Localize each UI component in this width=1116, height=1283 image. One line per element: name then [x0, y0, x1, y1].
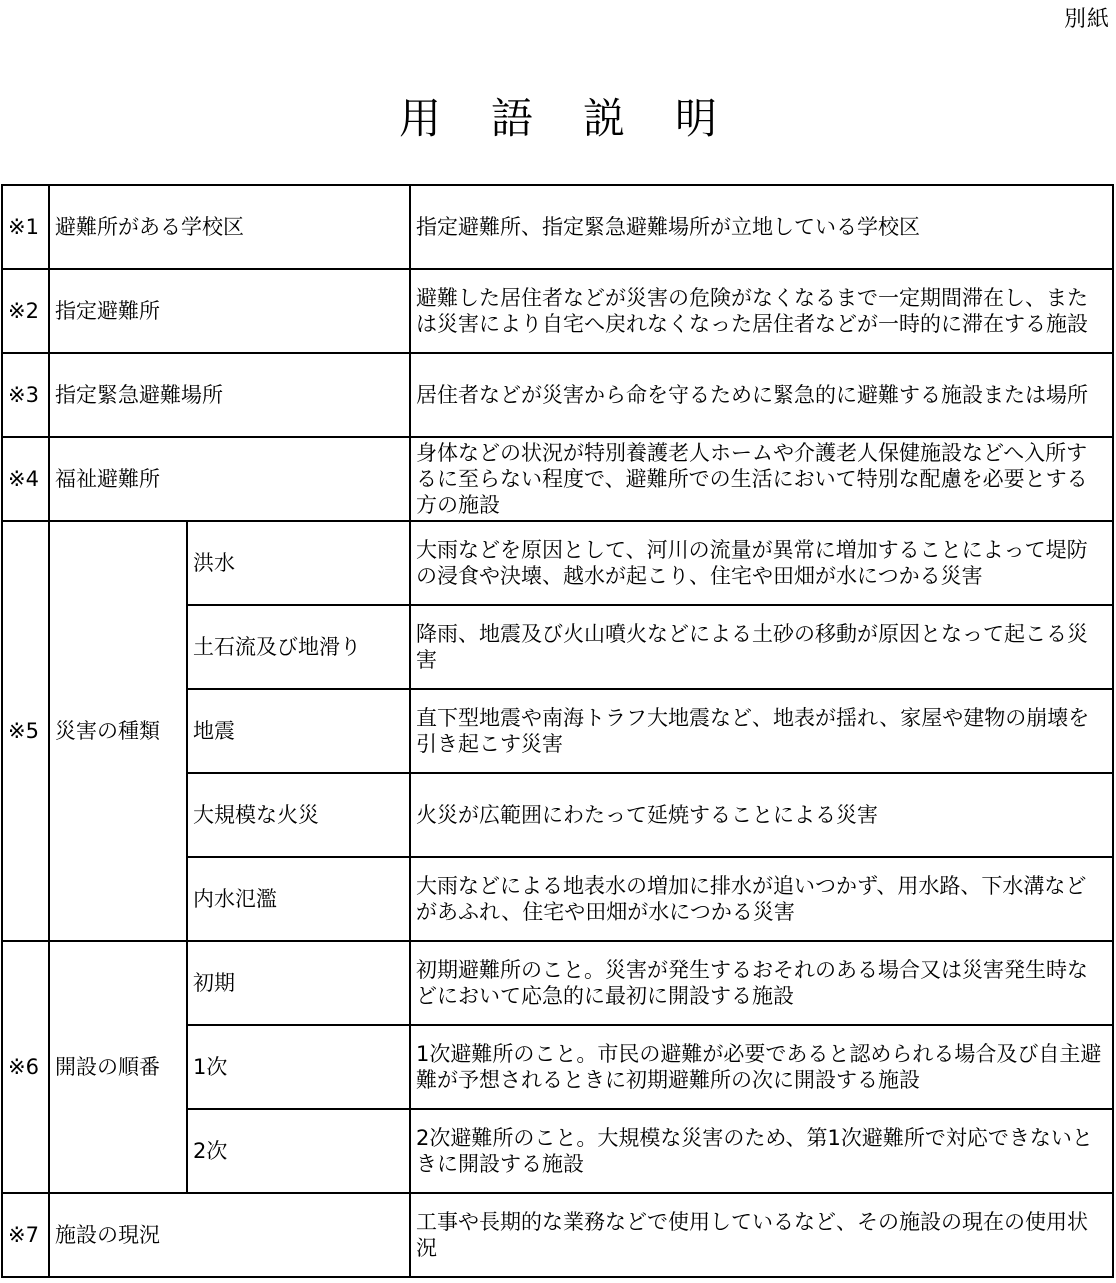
description-cell: 大雨などによる地表水の増加に排水が追いつかず、用水路、下水溝などがあふれ、住宅や田畑が水につかる災害 — [410, 857, 1113, 941]
description-cell: 大雨などを原因として、河川の流量が異常に増加することによって堤防の浸食や決壊、越水が起こり、住宅や田畑が水につかる災害 — [410, 521, 1113, 605]
note-number: ※1 — [2, 185, 49, 269]
description-cell: 工事や長期的な業務などで使用しているなど、その施設の現在の使用状況 — [410, 1193, 1113, 1277]
subterm-cell: 土石流及び地滑り — [187, 605, 410, 689]
description-cell: 初期避難所のこと。災害が発生するおそれのある場合又は災害発生時などにおいて応急的に最初に開設する施設 — [410, 941, 1113, 1025]
note-number: ※5 — [2, 521, 49, 941]
subterm-cell: 初期 — [187, 941, 410, 1025]
description-cell: 火災が広範囲にわたって延焼することによる災害 — [410, 773, 1113, 857]
subterm-cell: 1次 — [187, 1025, 410, 1109]
description-cell: 直下型地震や南海トラフ大地震など、地表が揺れ、家屋や建物の崩壊を引き起こす災害 — [410, 689, 1113, 773]
page-title: 用語説明 — [398, 94, 767, 144]
table-row — [2, 941, 1113, 1025]
glossary-table — [1, 184, 1114, 1278]
subterm-cell: 内水氾濫 — [187, 857, 410, 941]
table-row — [2, 521, 1113, 605]
term-cell: 避難所がある学校区 — [49, 185, 410, 269]
term-cell: 災害の種類 — [49, 521, 187, 941]
table-row — [2, 353, 1113, 437]
note-number: ※6 — [2, 941, 49, 1193]
description-cell: 避難した居住者などが災害の危険がなくなるまで一定期間滞在し、または災害により自宅へ戻れなくなった居住者などが一時的に滞在する施設 — [410, 269, 1113, 353]
table-row — [2, 269, 1113, 353]
description-cell: 2次避難所のこと。大規模な災害のため、第1次避難所で対応できないときに開設する施設 — [410, 1109, 1113, 1193]
subterm-cell: 地震 — [187, 689, 410, 773]
table-row — [2, 1193, 1113, 1277]
table-row — [2, 437, 1113, 521]
description-cell: 居住者などが災害から命を守るために緊急的に避難する施設または場所 — [410, 353, 1113, 437]
subterm-cell: 2次 — [187, 1109, 410, 1193]
subterm-cell: 大規模な火災 — [187, 773, 410, 857]
term-cell: 指定避難所 — [49, 269, 410, 353]
description-cell: 降雨、地震及び火山噴火などによる土砂の移動が原因となって起こる災害 — [410, 605, 1113, 689]
description-cell: 1次避難所のこと。市民の避難が必要であると認められる場合及び自主避難が予想されるときに初期避難所の次に開設する施設 — [410, 1025, 1113, 1109]
note-number: ※3 — [2, 353, 49, 437]
annex-label: 別紙 — [1063, 7, 1110, 32]
term-cell: 施設の現況 — [49, 1193, 410, 1277]
description-cell: 身体などの状況が特別養護老人ホームや介護老人保健施設などへ入所するに至らない程度で、避難所での生活において特別な配慮を必要とする方の施設 — [410, 437, 1113, 521]
term-cell: 指定緊急避難場所 — [49, 353, 410, 437]
term-cell: 開設の順番 — [49, 941, 187, 1193]
note-number: ※2 — [2, 269, 49, 353]
table-row — [2, 185, 1113, 269]
subterm-cell: 洪水 — [187, 521, 410, 605]
description-cell: 指定避難所、指定緊急避難場所が立地している学校区 — [410, 185, 1113, 269]
note-number: ※7 — [2, 1193, 49, 1277]
note-number: ※4 — [2, 437, 49, 521]
term-cell: 福祉避難所 — [49, 437, 410, 521]
